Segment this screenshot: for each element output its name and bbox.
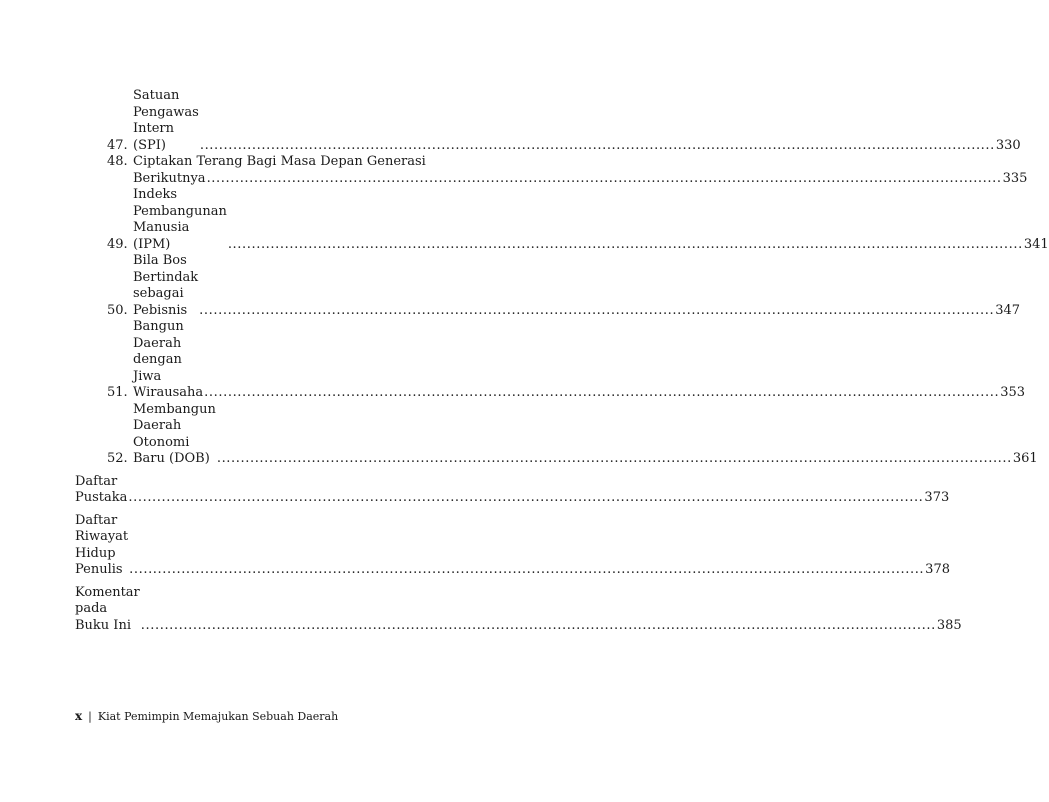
toc-leader-dots [128,490,923,507]
table-of-contents [75,88,1049,634]
toc-entry-52[interactable] [75,401,1038,468]
toc-entry-page: 341 [1023,236,1049,252]
toc-entry-51[interactable] [75,319,1026,402]
toc-entry-number: 48. [107,154,128,169]
toc-leader-dots [228,237,1023,254]
toc-entry-title: Satuan Pengawas Intern (SPI) [133,88,199,153]
page-number: x [75,709,83,723]
running-book-title: Kiat Pemimpin Memajukan Sebuah Daerah [97,709,339,723]
toc-entry-48[interactable] [75,154,1028,187]
toc-leader-dots [199,303,994,320]
toc-chapter-title: Daftar Riwayat Hidup Penulis [75,512,129,577]
toc-entry-title: Bila Bos Bertindak sebagai Pebisnis [133,253,199,318]
toc-leader-dots [129,562,924,579]
toc-chapter-daftar-pustaka[interactable] [75,473,950,507]
toc-chapter-komentar[interactable] [75,584,962,635]
toc-entry-50[interactable] [75,253,1021,319]
toc-chapter-page: 385 [936,617,962,633]
toc-entry-page: 335 [1002,170,1028,186]
toc-chapter-title: Komentar pada Buku Ini [75,584,140,633]
toc-entry-number: 47. [107,137,128,153]
toc-entry-47[interactable] [75,88,1021,154]
toc-entry-page: 353 [1000,385,1026,400]
toc-chapter-title: Daftar Pustaka [75,473,128,505]
toc-leader-dots [204,385,999,402]
toc-entry-number: 50. [107,302,128,318]
toc-entry-title-continued: Berikutnya [133,170,206,186]
toc-leader-dots [207,171,1002,188]
toc-entry-49[interactable] [75,187,1049,253]
toc-entry-title: Ciptakan Terang Bagi Masa Depan Generasi [133,154,426,169]
toc-entry-title: Indeks Pembangunan Manusia (IPM) [133,187,227,252]
toc-chapter-page: 378 [925,562,950,577]
footer-separator: | [88,709,92,723]
toc-chapter-riwayat-hidup[interactable] [75,512,950,579]
toc-chapter-page: 373 [924,490,950,505]
toc-leader-dots [200,138,995,155]
toc-entry-page: 330 [995,137,1021,153]
toc-entry-number: 51. [107,385,128,400]
toc-entry-title: Bangun Daerah dengan Jiwa Wirausaha [133,319,204,400]
toc-leader-dots [217,451,1012,468]
page-footer [75,709,338,723]
toc-entry-number: 49. [107,236,128,252]
toc-entry-number: 52. [107,451,128,466]
toc-entry-title: Membangun Daerah Otonomi Baru (DOB) [133,401,216,466]
toc-entry-page: 361 [1012,451,1038,466]
toc-leader-dots [141,618,936,635]
toc-entry-page: 347 [995,302,1021,318]
